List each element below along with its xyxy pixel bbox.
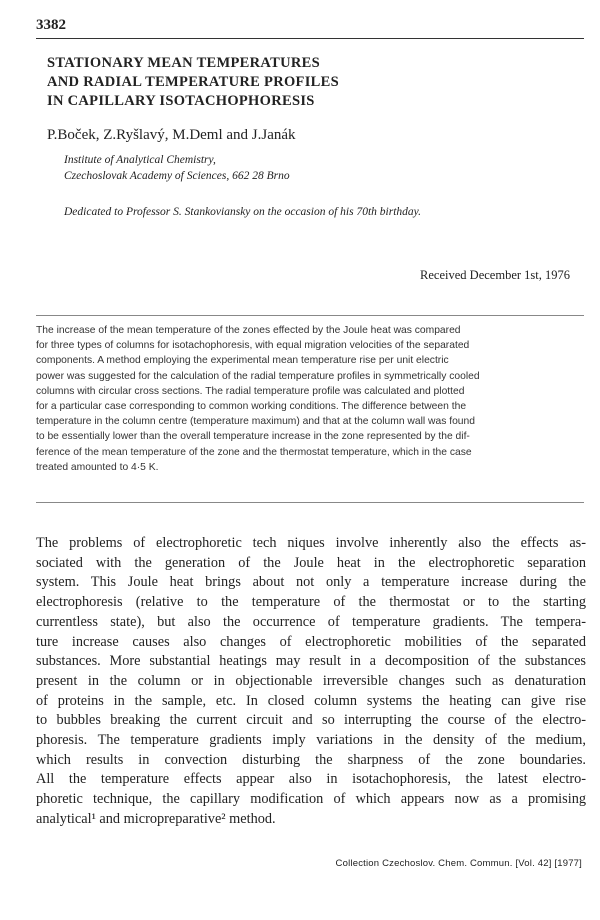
body-line: currentless state), but also the occurrence of temperature gradients. The tempera- — [36, 613, 586, 630]
abstract-line: temperature in the column centre (temperature maximum) and that at the column wall was found — [36, 416, 475, 428]
abstract-line: for three types of columns for isotachophoresis, with equal migration velocities of the separated — [36, 340, 470, 352]
abstract — [36, 323, 584, 475]
body-line: All the temperature effects appear also in isotachophoresis, the latest electro- — [36, 771, 586, 788]
title-line: AND RADIAL TEMPERATURE PROFILES — [47, 74, 339, 90]
affiliation-line: Czechoslovak Academy of Sciences, 662 28 Brno — [64, 170, 290, 182]
abstract-line: treated amounted to 4·5 K. — [36, 461, 159, 473]
abstract-line: to be essentially lower than the overall temperature increase in the zone represented by the dif- — [36, 431, 470, 443]
affiliation-line: Institute of Analytical Chemistry, — [64, 154, 216, 166]
affiliation — [64, 152, 290, 184]
body-line: ture increase causes also changes of electrophoretic mobilities of the separated — [36, 633, 586, 650]
header-rule — [36, 38, 584, 39]
body-line: phoresis. The temperature gradients imply variations in the density of the medium, — [36, 732, 586, 749]
body-line: phoretic technique, the capillary modification of which appears now as a promising — [36, 791, 586, 808]
body-line: substances. More substantial heatings may result in a decomposition of the substances — [36, 653, 586, 670]
abstract-top-rule — [36, 315, 584, 316]
body-line: of proteins in the sample, etc. In closed column systems the heating can give rise — [36, 692, 586, 709]
body-line: sociated with the generation of the Joule heat in the electrophoretic separation — [36, 554, 586, 571]
body-line: to bubbles breaking the current circuit and so interrupting the course of the electro- — [36, 712, 586, 729]
body-line: system. This Joule heat brings about not only a temperature increase during the — [36, 574, 586, 591]
article-title — [47, 54, 567, 111]
abstract-line: components. A method employing the experimental mean temperature rise per unit electric — [36, 355, 449, 367]
body-line: analytical¹ and micropreparative² method. — [36, 810, 276, 827]
title-line: IN CAPILLARY ISOTACHOPHORESIS — [47, 93, 315, 109]
body-line: present in the column or in objectionable irreversible changes such as denaturation — [36, 672, 586, 689]
journal-citation-footer: Collection Czechoslov. Chem. Commun. [Vol. 42] [1977] — [335, 858, 582, 869]
abstract-line: power was suggested for the calculation of the radial temperature profiles in symmetrically cooled — [36, 370, 480, 382]
received-date: Received December 1st, 1976 — [420, 268, 570, 282]
page-number: 3382 — [36, 17, 66, 33]
abstract-line: for a particular case corresponding to common working conditions. The difference between the — [36, 401, 467, 413]
body-line: The problems of electrophoretic tech niques involve inherently also the effects as- — [36, 535, 586, 551]
abstract-line: The increase of the mean temperature of the zones effected by the Joule heat was compared — [36, 325, 461, 336]
abstract-line: ference of the mean temperature of the zone and the thermostat temperature, which in the case — [36, 446, 472, 458]
abstract-bottom-rule — [36, 502, 584, 503]
abstract-line: columns with circular cross sections. The radial temperature profile was calculated and plotted — [36, 385, 465, 397]
body-line: electrophoresis (relative to the temperature of the thermostat or to the starting — [36, 594, 586, 611]
author-list: P.Boček, Z.Ryšlavý, M.Deml and J.Janák — [47, 127, 296, 143]
body-line: which results in convection disturbing the sharpness of the zone boundaries. — [36, 751, 586, 768]
title-line: STATIONARY MEAN TEMPERATURES — [47, 55, 320, 71]
dedication: Dedicated to Professor S. Stankoviansky on the occasion of his 70th birthday. — [64, 206, 421, 218]
body-paragraph — [36, 534, 586, 830]
